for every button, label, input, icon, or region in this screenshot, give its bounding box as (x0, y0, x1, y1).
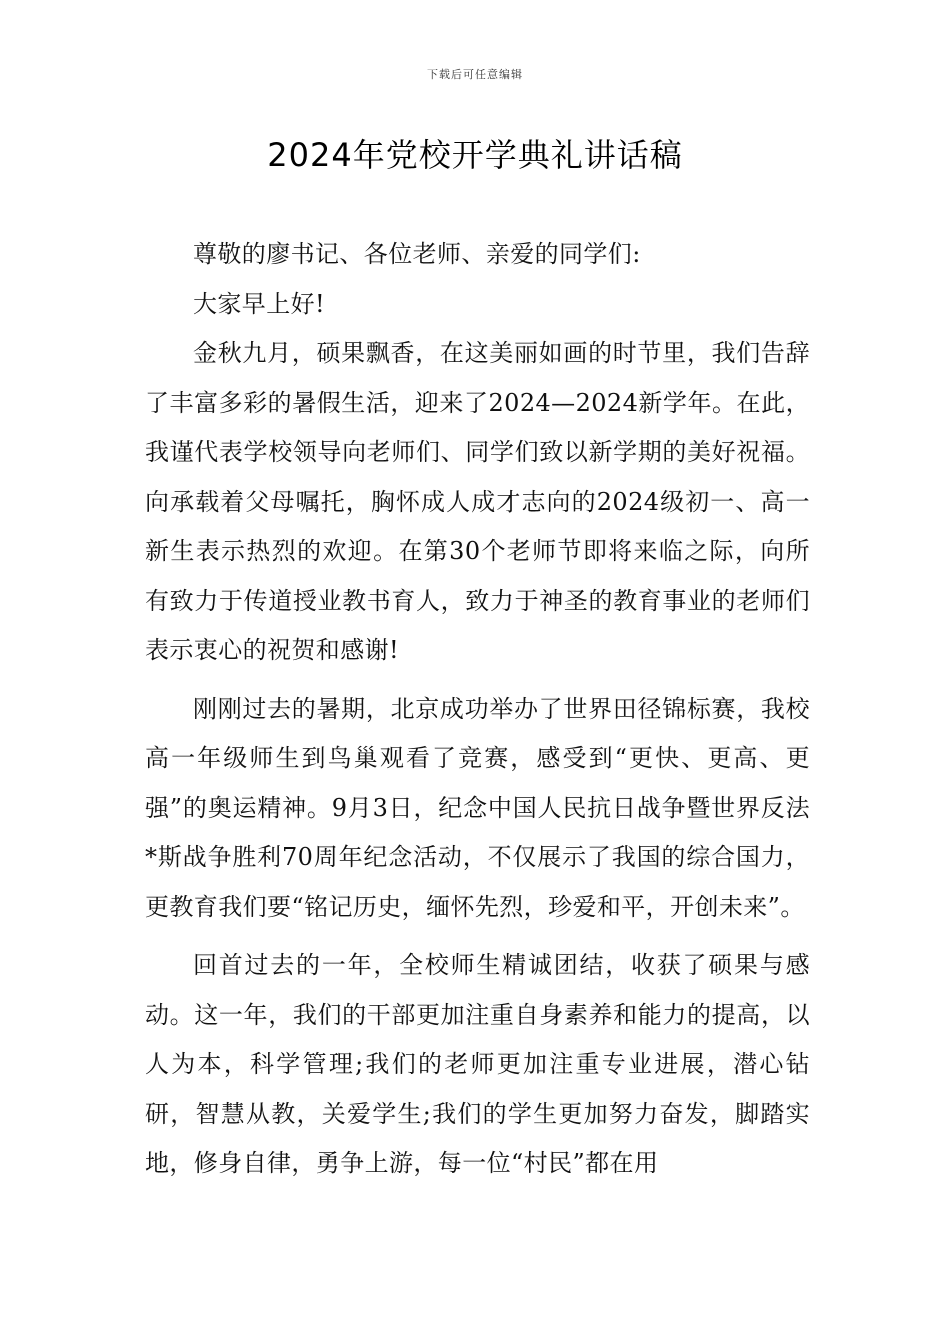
body-paragraph: 回首过去的一年，全校师生精诚团结，收获了硕果与感动。这一年，我们的干部更加注重自身素养和能力的提高，以人为本，科学管理;我们的老师更加注重专业进展，潜心钻研，智慧从教，关爱学生;我们的学生更加努力奋发，脚踏实地，修身自律，勇争上游，每一位“村民”都在用 (145, 951, 810, 1177)
salutation-paragraph: 尊敬的廖书记、各位老师、亲爱的同学们: (193, 240, 641, 268)
body-paragraph: 刚刚过去的暑期，北京成功举办了世界田径锦标赛，我校高一年级师生到鸟巢观看了竞赛，感受到“更快、更高、更强”的奥运精神。9月3日，纪念中国人民抗日战争暨世界反法*斯战争胜利70周年纪念活动，不仅展示了我国的综合国力，更教育我们要“铭记历史，缅怀先烈，珍爱和平，开创未来”。 (145, 694, 810, 921)
document-title: 2024年党校开学典礼讲话稿 (267, 136, 683, 174)
document-body (145, 230, 810, 1189)
page-header-note: 下载后可任意编辑 (427, 68, 523, 81)
body-paragraph: 金秋九月，硕果飘香，在这美丽如画的时节里，我们告辞了丰富多彩的暑假生活，迎来了2024—2024新学年。在此，我谨代表学校领导向老师们、同学们致以新学期的美好祝福。向承载着父母嘱托，胸怀成人成才志向的2024级初一、高一新生表示热烈的欢迎。在第30个老师节即将来临之际，向所有致力于传道授业教书育人，致力于神圣的教育事业的老师们表示衷心的祝贺和感谢! (145, 339, 810, 664)
greeting-paragraph: 大家早上好! (193, 289, 326, 318)
